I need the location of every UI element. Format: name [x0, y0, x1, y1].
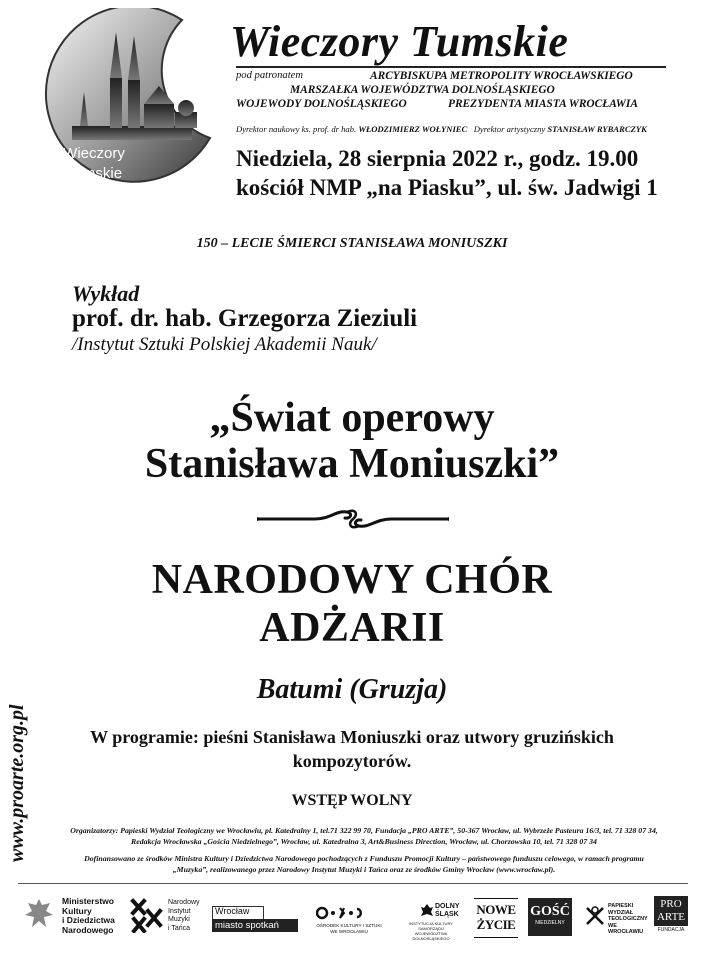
- polish-eagle-icon: [22, 895, 56, 933]
- nowe-zycie-line1: NOWE: [476, 902, 516, 917]
- anniversary-heading: 150 – LECIE ŚMIERCI STANISŁAWA MONIUSZKI: [196, 236, 508, 251]
- sponsor-wroclaw: [212, 906, 298, 932]
- pwt-line1: PAPIESKI: [608, 903, 634, 909]
- dolny-slask-eagle-icon: [420, 903, 434, 919]
- nimit-line4: i Tańca: [168, 924, 191, 932]
- logo-text-line1: Wieczory: [63, 145, 125, 162]
- directors-line: [236, 124, 647, 134]
- scientific-director-name: WŁODZIMIERZ WOŁYNIEC: [358, 124, 468, 134]
- funding-line1: Dofinansowano ze środków Ministra Kultury i Dziedzictwa Narodowego pochodzących z Funduszu Promocji Kultury – państwowego funduszu celowego, w ramach programu: [84, 854, 644, 863]
- nowe-zycie-line2: ŻYCIE: [476, 917, 516, 932]
- patron-archbishop: ARCYBISKUPA METROPOLITY WROCŁAWSKIEGO: [370, 70, 633, 82]
- nimit-line2: Instytut: [168, 907, 191, 915]
- program-line2: kompozytorów.: [292, 751, 412, 771]
- funding-line2: „Muzyka”, realizowanego przez Narodowy Instytut Muzyki i Tańca oraz ze środków Gminy Wrocław (www.wrocław.pl).: [172, 865, 556, 874]
- lecture-title-line2: Stanisława Moniuszki”: [144, 441, 560, 487]
- patron-marshal: MARSZAŁKA WOJEWÓDZTWA DOLNOŚLĄSKIEGO: [290, 84, 555, 96]
- ministry-line2: Kultury: [62, 905, 92, 916]
- choir-city: Batumi (Gruzja): [256, 674, 448, 705]
- pro-arte-line1: PRO: [660, 898, 682, 910]
- gosc-title: GOŚĆ: [530, 904, 570, 919]
- sponsor-gosc-niedzielny: [528, 898, 572, 936]
- organizers-line2: Redakcja Wrocławska „Gościa Niedzielnego”, Wrocław, ul. Katedralna 3, Art&Business Direction, Wrocław, ul. Chorzowska 10, tel. 71 328 07 34: [131, 837, 597, 846]
- okis-line1: OŚRODEK KULTURY I SZTUKI: [316, 923, 382, 928]
- okis-line2: WE WROCŁAWIU: [330, 928, 368, 934]
- logo-text-line2: Tumskie: [65, 165, 123, 182]
- wieczory-tumskie-logo: [32, 8, 212, 188]
- nimit-logo-icon: [130, 897, 164, 933]
- dolny-sub-line1: INSTYTUCJA KULTURY SAMORZĄDU: [409, 921, 453, 931]
- wroclaw-top: Wrocław: [212, 906, 264, 920]
- wroclaw-bottom: miasto spotkań: [212, 919, 298, 932]
- program-line1: W programie: pieśni Stanisława Moniuszki oraz utwory gruzińskich: [90, 727, 614, 747]
- funding-info: [40, 853, 688, 875]
- okis-logo-icon: [316, 905, 364, 921]
- nimit-line1: Narodowy: [168, 899, 200, 906]
- lecturer-institute: /Instytut Sztuki Polskiej Akademii Nauk/: [72, 334, 377, 355]
- dolny-sub-line2: WOJEWÓDZTWA DOLNOŚLĄSKIEGO: [412, 931, 450, 941]
- lecture-title-line1: „Świat operowy: [209, 395, 495, 441]
- patronage-label: pod patronatem: [236, 70, 303, 81]
- free-admission: WSTĘP WOLNY: [291, 792, 413, 809]
- nimit-line3: Muzyki: [168, 916, 190, 923]
- pwt-line4: WE WROCŁAWIU: [608, 922, 644, 935]
- scientific-director-label: Dyrektor naukowy: [236, 124, 300, 134]
- patron-voivode: WOJEWODY DOLNOŚLĄSKIEGO: [236, 98, 407, 110]
- pwt-line3: TEOLOGICZNY: [608, 916, 648, 922]
- crossed-keys-icon: [584, 905, 606, 927]
- pro-arte-subtitle: FUNDACJA: [657, 927, 685, 933]
- lecture-label: Wykład: [72, 281, 140, 306]
- event-date: Niedziela, 28 sierpnia 2022 r., godz. 19.00: [236, 146, 639, 171]
- footer-divider: [18, 883, 688, 884]
- sponsor-pro-arte: [654, 896, 688, 938]
- dolny-line1: DOLNY: [435, 903, 460, 910]
- ornament-divider: [255, 504, 451, 534]
- lecturer-name: prof. dr. hab. Grzegorza Zieziuli: [72, 305, 418, 332]
- artistic-director-name: STANISŁAW RYBARCZYK: [547, 124, 647, 134]
- website-url[interactable]: www.proarte.org.pl: [6, 704, 28, 862]
- organizers-line1: Organizatorzy: Papieski Wydział Teologiczny we Wrocławiu, pl. Katedralny 1, tel.71 322 99 70, Fundacja „PRO ARTE”, 50-367 Wrocław, ul. Wybrzeże Pasteura 16/3, tel. 71 328 07 34,: [70, 826, 658, 835]
- choir-name-line1: NARODOWY CHÓR: [151, 557, 553, 603]
- ministry-line3: i Dziedzictwa: [62, 915, 115, 925]
- dolny-line2: ŚLĄSK: [435, 911, 459, 918]
- pro-arte-line2: ARTE: [656, 911, 686, 923]
- patron-mayor: PREZYDENTA MIASTA WROCŁAWIA: [448, 98, 638, 110]
- gosc-subtitle: NIEDZIELNY: [535, 920, 565, 926]
- ministry-line4: Narodowego: [62, 924, 114, 935]
- pwt-line2: WYDZIAŁ: [608, 909, 634, 916]
- organizers-info: [40, 825, 688, 847]
- event-venue: kościół NMP „na Piasku”, ul. św. Jadwigi 1: [236, 175, 658, 200]
- ministry-line1: Ministerstwo: [62, 896, 114, 906]
- artistic-director-label: Dyrektor artystyczny: [473, 124, 546, 134]
- choir-name-line2: ADŻARII: [259, 605, 445, 651]
- scientific-director-prefix: ks. prof. dr hab.: [301, 124, 357, 134]
- sponsor-nowe-zycie: [474, 898, 518, 938]
- event-series-title: Wieczory Tumskie: [230, 17, 569, 66]
- header-divider: [236, 66, 666, 68]
